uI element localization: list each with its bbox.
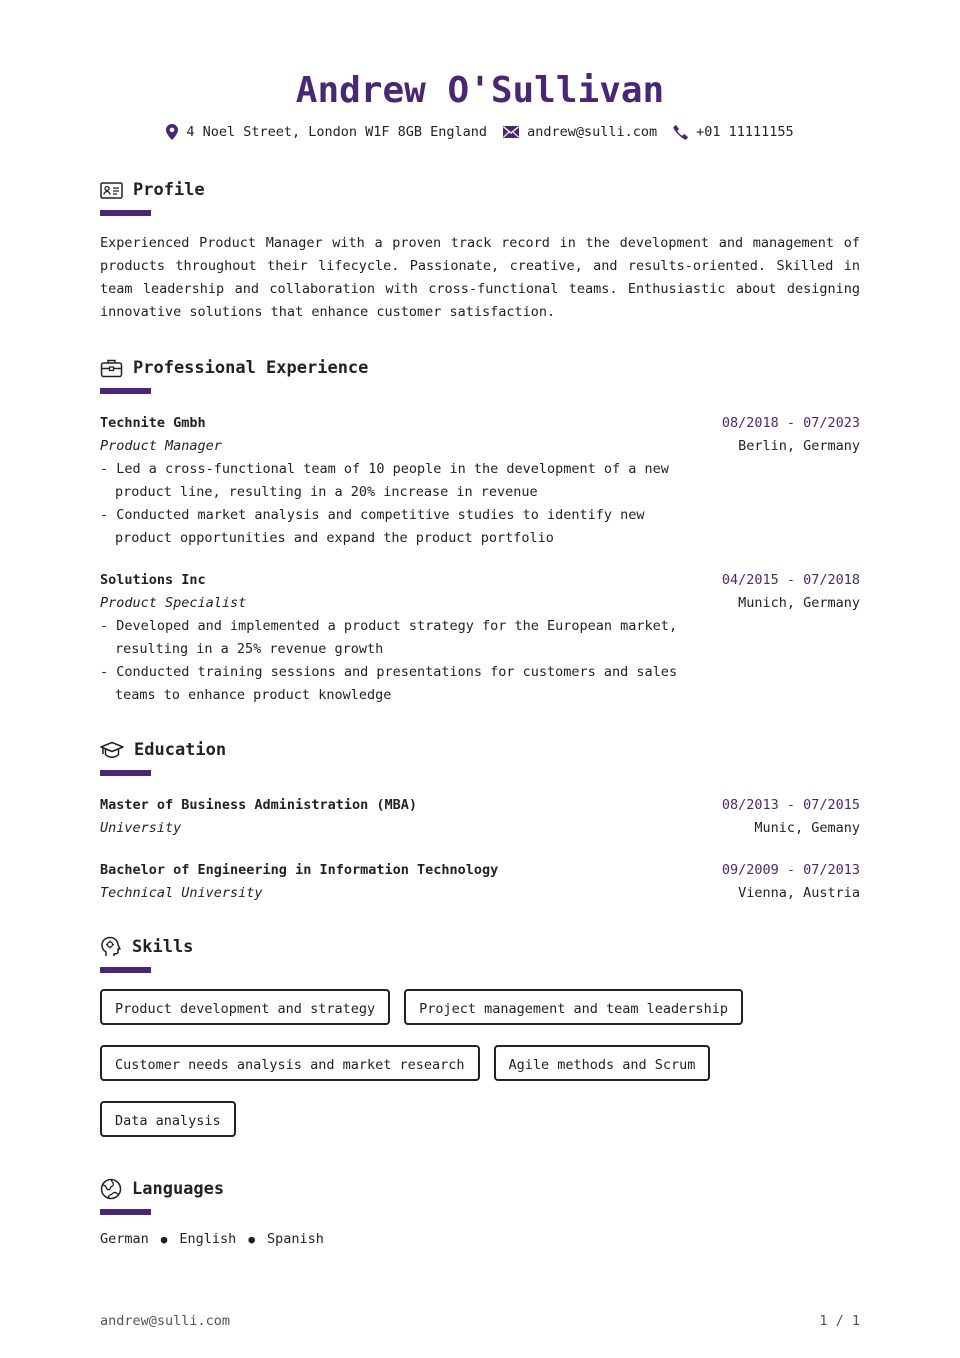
experience-entry [100,412,860,550]
entry-meta [722,794,860,840]
company-name: Solutions Inc [100,572,206,588]
degree-name: Bachelor of Engineering in Information Technology [100,862,499,878]
language-item: English [179,1231,237,1247]
experience-section [100,356,860,707]
languages-heading [100,1177,860,1201]
experience-title: Professional Experience [133,358,369,378]
languages-list [100,1231,860,1247]
education-entry [100,859,860,905]
achievement-item: - Conducted training sessions and presentations for customers and sales teams to enhance product knowledge [100,664,678,703]
languages-title: Languages [132,1179,225,1199]
briefcase-icon [100,358,123,378]
skills-title: Skills [132,937,194,957]
job-role: Product Manager [100,438,222,454]
profile-section [100,178,860,324]
company-name: Technite Gmbh [100,415,206,431]
entry-dates: 04/2015 - 07/2018 [721,572,860,588]
email-text: andrew@sulli.com [527,124,658,140]
entry-dates: 08/2018 - 07/2023 [721,415,860,431]
phone-icon [673,125,688,140]
achievement-item: - Conducted market analysis and competitive studies to identify new product opportunities and expand the product portfolio [100,507,645,546]
entry-location: Munic, Gemany [754,820,860,836]
achievements-list [100,458,680,550]
achievement-item: - Developed and implemented a product strategy for the European market, resulting in a 25% revenue growth [100,618,678,657]
contact-email[interactable] [503,124,657,140]
page-number: 1 / 1 [819,1313,860,1329]
job-role: Product Specialist [100,595,247,611]
achievement-item: - Led a cross-functional team of 10 people in the development of a new product line, resulting in a 20% increase in revenue [100,461,669,500]
entry-meta [722,412,860,458]
section-underline [100,1209,151,1215]
achievements-list [100,615,680,707]
degree-name: Master of Business Administration (MBA) [100,797,417,813]
address-text: 4 Noel Street, London W1F 8GB England [186,124,488,140]
skills-section [100,935,860,1157]
skill-chip: Agile methods and Scrum [494,1045,711,1081]
skills-heading [100,935,860,959]
entry-meta [722,859,860,905]
contact-line [0,124,960,140]
envelope-icon [503,126,519,138]
section-underline [100,967,151,973]
skill-chip: Customer needs analysis and market research [100,1045,480,1081]
entry-meta [722,569,860,615]
school-name: University [100,820,182,836]
contact-address [166,124,487,140]
education-section [100,738,860,905]
profile-heading [100,178,860,202]
school-name: Technical University [100,885,263,901]
entry-location: Vienna, Austria [738,885,860,901]
skill-chip: Product development and strategy [100,989,390,1025]
id-card-icon [100,182,123,199]
footer-email: andrew@sulli.com [100,1313,231,1329]
contact-phone[interactable] [673,124,794,140]
entry-dates: 09/2009 - 07/2013 [721,862,860,878]
experience-heading [100,356,860,380]
entry-dates: 08/2013 - 07/2015 [721,797,860,813]
education-heading [100,738,860,762]
skills-list [100,989,800,1157]
map-pin-icon [166,124,178,140]
candidate-name: Andrew O'Sullivan [295,70,665,111]
graduation-cap-icon [100,741,124,759]
language-item: Spanish [266,1231,324,1247]
section-underline [100,388,151,394]
entry-location: Berlin, Germany [738,438,860,454]
separator-dot: ● [248,1232,255,1246]
skill-chip: Data analysis [100,1101,236,1137]
language-item: German [100,1231,149,1247]
section-underline [100,770,151,776]
profile-text: Experienced Product Manager with a proven track record in the development and management of products throughout their lifecycle. Passionate, creative, and results-oriented. Skilled in team leadership and collaboration with cross-functional teams. Enthusiastic about designing innovative solutions that enhance customer satisfaction. [100,235,860,320]
education-entry [100,794,860,840]
profile-title: Profile [133,180,205,200]
experience-entry [100,569,860,707]
section-underline [100,210,151,216]
skill-chip: Project management and team leadership [404,989,743,1025]
head-icon [100,936,122,958]
education-title: Education [134,740,227,760]
entry-location: Munich, Germany [738,595,860,611]
globe-icon [100,1178,122,1200]
separator-dot: ● [160,1232,168,1246]
phone-text: +01 11111155 [696,124,794,140]
languages-section [100,1177,860,1247]
